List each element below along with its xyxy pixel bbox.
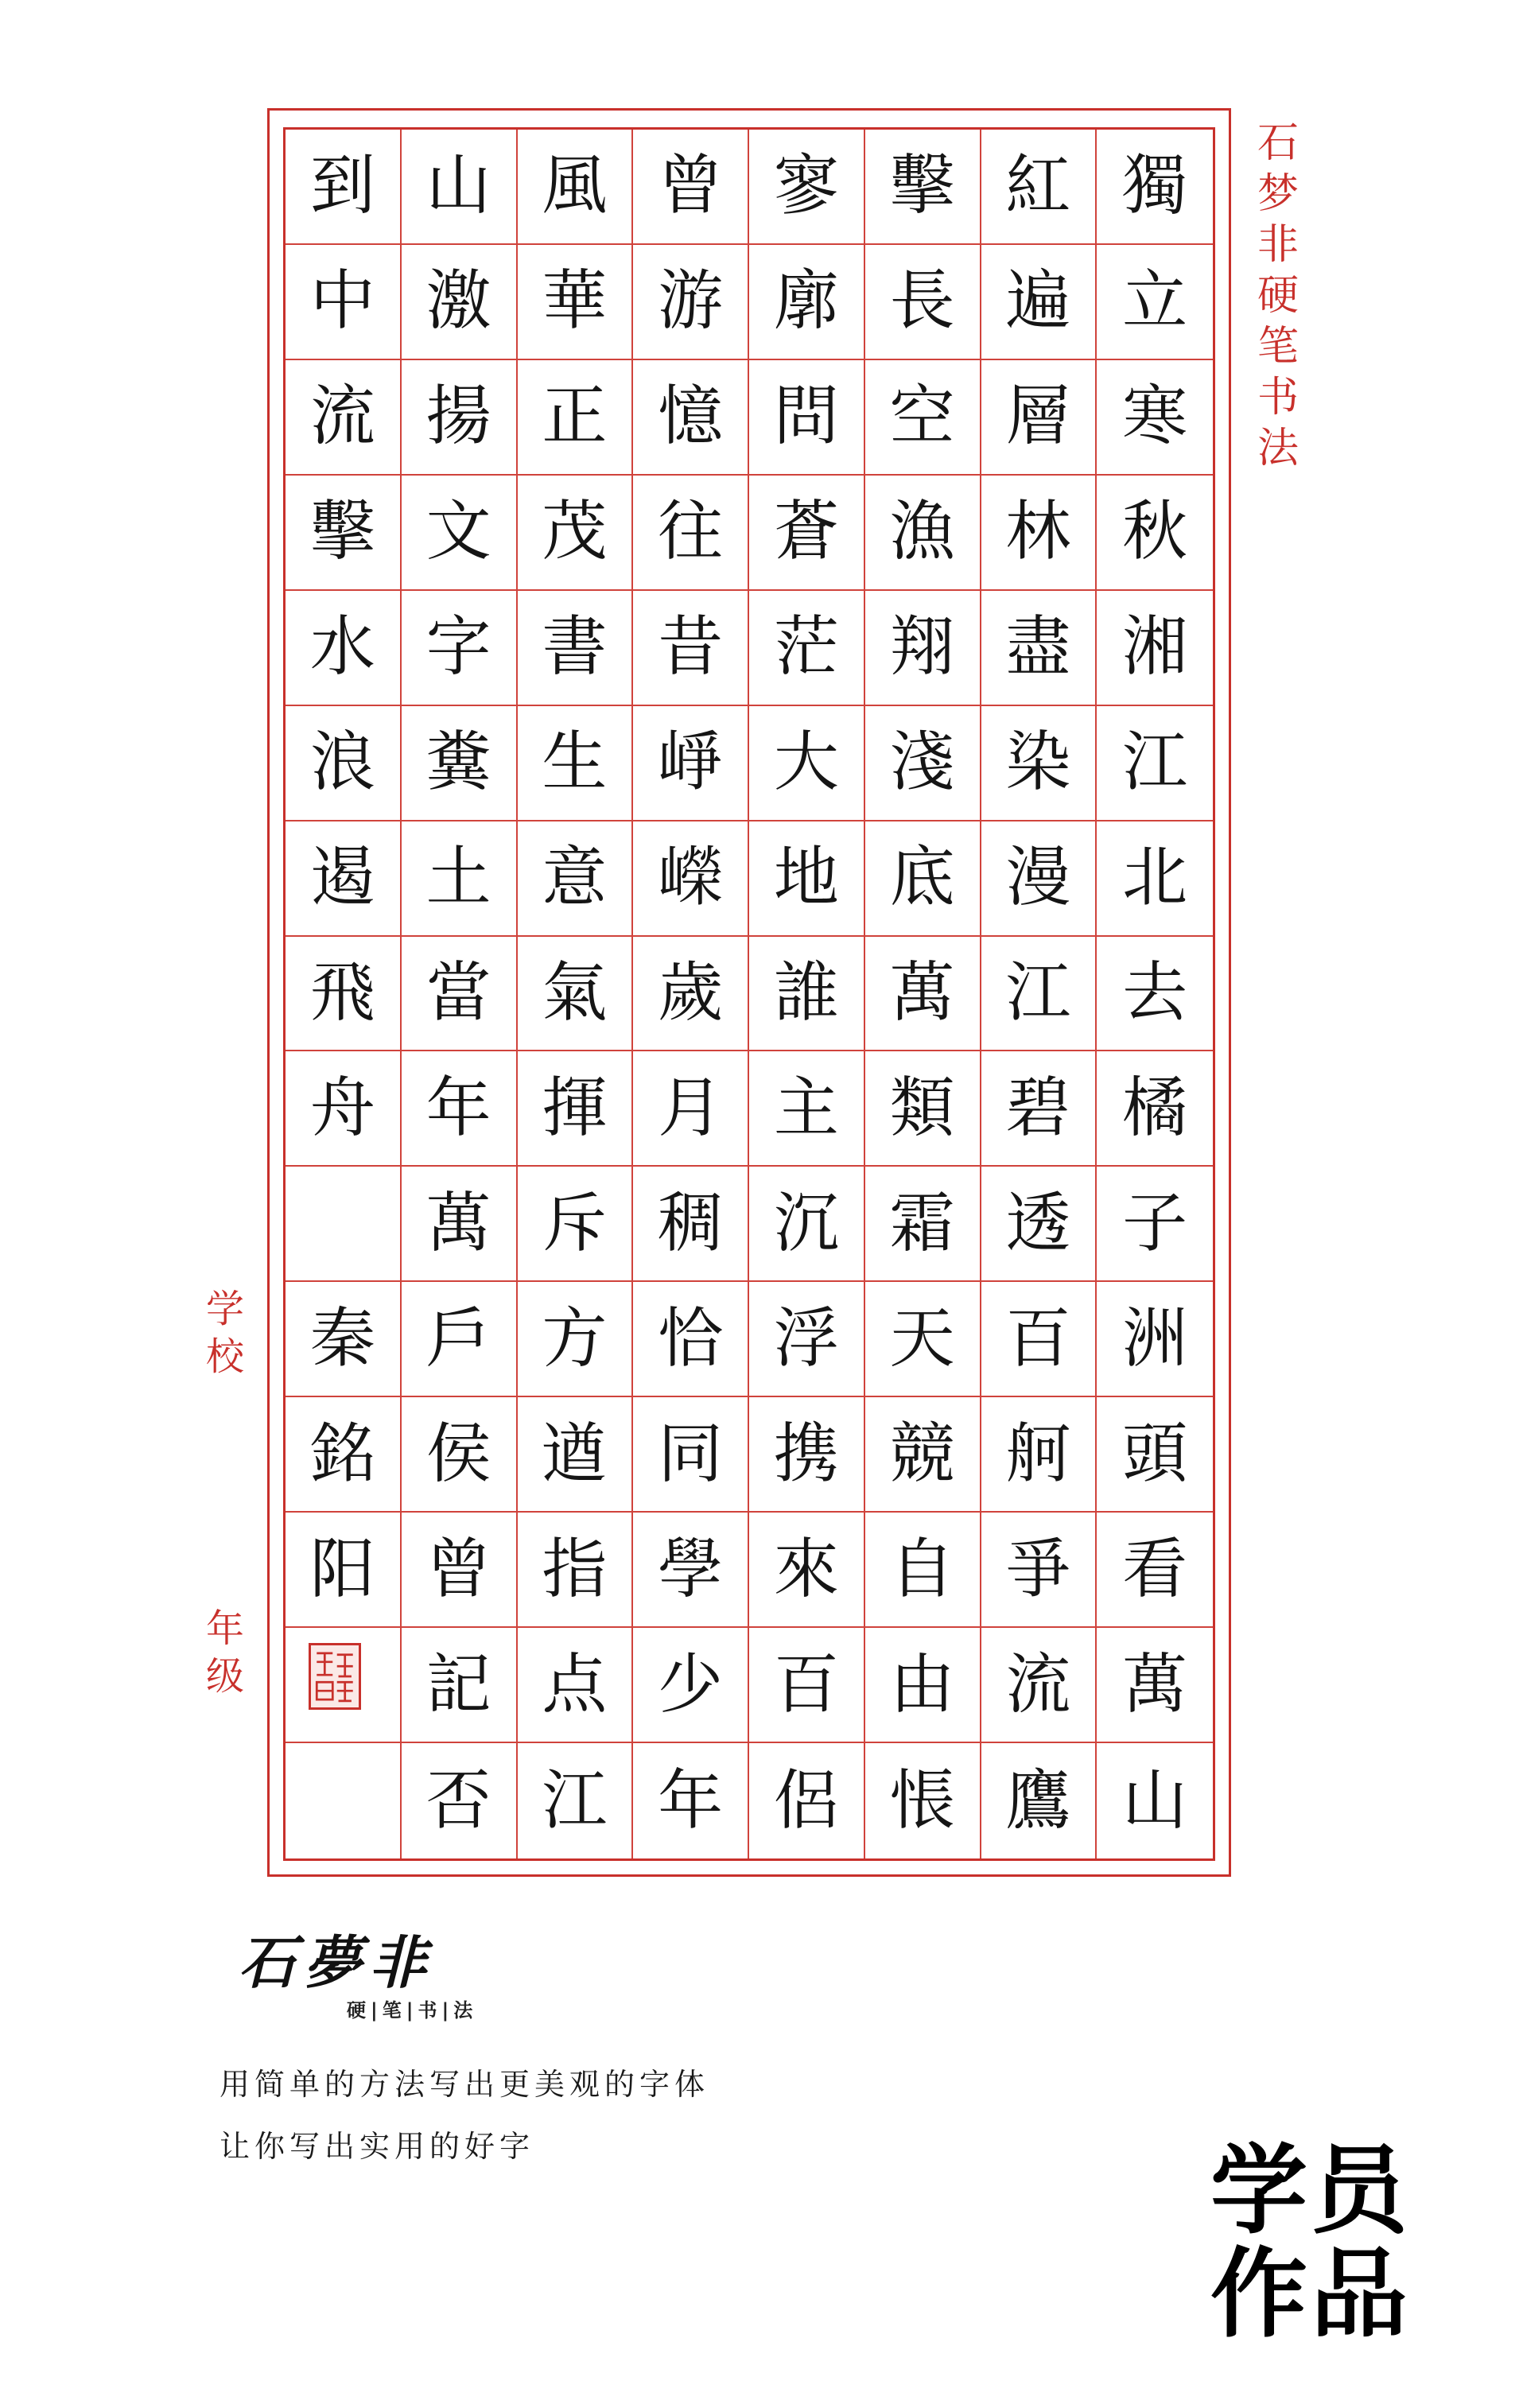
grid-cell: 憶: [633, 360, 749, 476]
grade-label: 年级: [205, 1606, 244, 1699]
grid-cell: 飛: [286, 937, 402, 1052]
grid-cell: 記: [402, 1628, 518, 1743]
grid-cell: 自: [865, 1513, 981, 1628]
grid-cell: 携: [749, 1397, 865, 1513]
grid-cell: 長: [865, 245, 981, 360]
grid-cell: 流: [981, 1628, 1097, 1743]
grid-cell: 紅: [981, 130, 1097, 245]
side-title: 石梦非硬笔书法: [1257, 119, 1299, 472]
tagline-line-1: 用简单的方法写出更美观的字体: [219, 2067, 710, 2102]
grid-cell: 林: [981, 476, 1097, 591]
grid-cell: 揮: [518, 1051, 634, 1167]
grid-cell: 浪: [286, 706, 402, 821]
grid-cell: 恰: [633, 1282, 749, 1397]
grid-cell: 問: [749, 360, 865, 476]
grid-cell: 斥: [518, 1167, 634, 1282]
grid-cell: 空: [865, 360, 981, 476]
grid-cell: 曾: [402, 1513, 518, 1628]
grid-cell: 方: [518, 1282, 634, 1397]
grid-cell: 淺: [865, 706, 981, 821]
grid-cell: 廓: [749, 245, 865, 360]
grid-cell: 侶: [749, 1743, 865, 1858]
grid-cell: 江: [981, 937, 1097, 1052]
grid-cell: 糞: [402, 706, 518, 821]
grid-cell: 江: [518, 1743, 634, 1858]
grid-cell: 沉: [749, 1167, 865, 1282]
brand-logo: 石夢非: [239, 1928, 435, 1996]
grid-cell: 獨: [1097, 130, 1213, 245]
tagline-line-2: 让你写出实用的好字: [219, 2129, 535, 2164]
grid-cell: 萬: [865, 937, 981, 1052]
grid-cell: 天: [865, 1282, 981, 1397]
grid-cell: 文: [402, 476, 518, 591]
grid-cell: 類: [865, 1051, 981, 1167]
grid-cell: 点: [518, 1628, 634, 1743]
grid-cell: 浮: [749, 1282, 865, 1397]
grid-cell: 學: [633, 1513, 749, 1628]
grid-cell: 擊: [286, 476, 402, 591]
grid-cell: 頭: [1097, 1397, 1213, 1513]
grid-cell: 土: [402, 821, 518, 937]
grid-cell: 翔: [865, 591, 981, 706]
grid-cell: 昔: [633, 591, 749, 706]
grid-cell: 遍: [981, 245, 1097, 360]
grid-cell: 湘: [1097, 591, 1213, 706]
student-work-badge: [1183, 2134, 1438, 2351]
grid-cell: 銘: [286, 1397, 402, 1513]
grid-cell: 來: [749, 1513, 865, 1628]
grid-cell: 蒼: [749, 476, 865, 591]
grid-cell: 年: [633, 1743, 749, 1858]
grid-cell: 霜: [865, 1167, 981, 1282]
grid-cell: 山: [402, 130, 518, 245]
grid-cell: 生: [518, 706, 634, 821]
grid-cell: 稠: [633, 1167, 749, 1282]
grid-cell: 層: [981, 360, 1097, 476]
grid-cell: 誰: [749, 937, 865, 1052]
grid-cell: 茂: [518, 476, 634, 591]
grid-cell: 洲: [1097, 1282, 1213, 1397]
grid-cell: 侯: [402, 1397, 518, 1513]
grid-cell: 橘: [1097, 1051, 1213, 1167]
brand-subtitle: 硬|笔|书|法: [347, 1999, 478, 2022]
grid-cell: 戶: [402, 1282, 518, 1397]
grid-cell: 爭: [981, 1513, 1097, 1628]
grid-cell: 書: [518, 591, 634, 706]
grid-cell: 中: [286, 245, 402, 360]
grid-cell: 年: [402, 1051, 518, 1167]
grid-cell: 否: [402, 1743, 518, 1858]
grid-cell: 嶸: [633, 821, 749, 937]
seal-graphic: [311, 1645, 359, 1707]
grid-cell: 曾: [633, 130, 749, 245]
grid-cell: 舟: [286, 1051, 402, 1167]
grid-cell: 江: [1097, 706, 1213, 821]
grid-cell: [286, 1167, 402, 1282]
grid-cell: 激: [402, 245, 518, 360]
grid-cell: 遏: [286, 821, 402, 937]
badge-line-2: 作品: [1210, 2238, 1411, 2351]
grid-cell: 月: [633, 1051, 749, 1167]
badge-line-1: 学员: [1210, 2134, 1411, 2247]
grid-cell: 流: [286, 360, 402, 476]
grid-cell: 盡: [981, 591, 1097, 706]
grid-cell: 華: [518, 245, 634, 360]
grid-cell: 字: [402, 591, 518, 706]
grid-cell: 子: [1097, 1167, 1213, 1282]
grid-cell: 漁: [865, 476, 981, 591]
grid-cell: 萬: [402, 1167, 518, 1282]
grid-cell: 少: [633, 1628, 749, 1743]
grid-cell: 氣: [518, 937, 634, 1052]
grid-cell: 揚: [402, 360, 518, 476]
grid-cell: 去: [1097, 937, 1213, 1052]
grid-cell: 秦: [286, 1282, 402, 1397]
grid-cell: 染: [981, 706, 1097, 821]
grid-cell: 正: [518, 360, 634, 476]
grid-cell: 水: [286, 591, 402, 706]
grid-cell: 往: [633, 476, 749, 591]
grid-cell: 指: [518, 1513, 634, 1628]
grid-cell: 遒: [518, 1397, 634, 1513]
grid-cell: 風: [518, 130, 634, 245]
seal-stamp-icon: [309, 1643, 361, 1710]
grid-cell: 到: [286, 130, 402, 245]
grid-cell: 地: [749, 821, 865, 937]
grid-cell: 萬: [1097, 1628, 1213, 1743]
grid-cell: 由: [865, 1628, 981, 1743]
grid-cell: 游: [633, 245, 749, 360]
grid-cell: 擊: [865, 130, 981, 245]
grid-cell: 看: [1097, 1513, 1213, 1628]
grid-cell: 百: [981, 1282, 1097, 1397]
grid-cell: 碧: [981, 1051, 1097, 1167]
calligraphy-grid: [283, 127, 1215, 1861]
grid-cell: 競: [865, 1397, 981, 1513]
grid-cell: [286, 1743, 402, 1858]
grid-cell: 同: [633, 1397, 749, 1513]
grid-cell: 寒: [1097, 360, 1213, 476]
grid-cell: 當: [402, 937, 518, 1052]
grid-cell: 北: [1097, 821, 1213, 937]
grid-cell: 漫: [981, 821, 1097, 937]
grid-cell: 底: [865, 821, 981, 937]
school-label: 学校: [205, 1287, 244, 1379]
grid-cell: 意: [518, 821, 634, 937]
grid-cell: 立: [1097, 245, 1213, 360]
grid-cell: 悵: [865, 1743, 981, 1858]
grid-cell: 舸: [981, 1397, 1097, 1513]
grid-cell: 透: [981, 1167, 1097, 1282]
grid-cell: 阳: [286, 1513, 402, 1628]
grid-cell: 鷹: [981, 1743, 1097, 1858]
grid-cell: 秋: [1097, 476, 1213, 591]
grid-cell: 崢: [633, 706, 749, 821]
grid-cell: 山: [1122, 1762, 1188, 1839]
grid-cell: 主: [749, 1051, 865, 1167]
grid-cell: 寥: [749, 130, 865, 245]
grid-cell: 大: [749, 706, 865, 821]
grid-cell: 茫: [749, 591, 865, 706]
grid-cell: 百: [749, 1628, 865, 1743]
grid-cell: 歲: [633, 937, 749, 1052]
